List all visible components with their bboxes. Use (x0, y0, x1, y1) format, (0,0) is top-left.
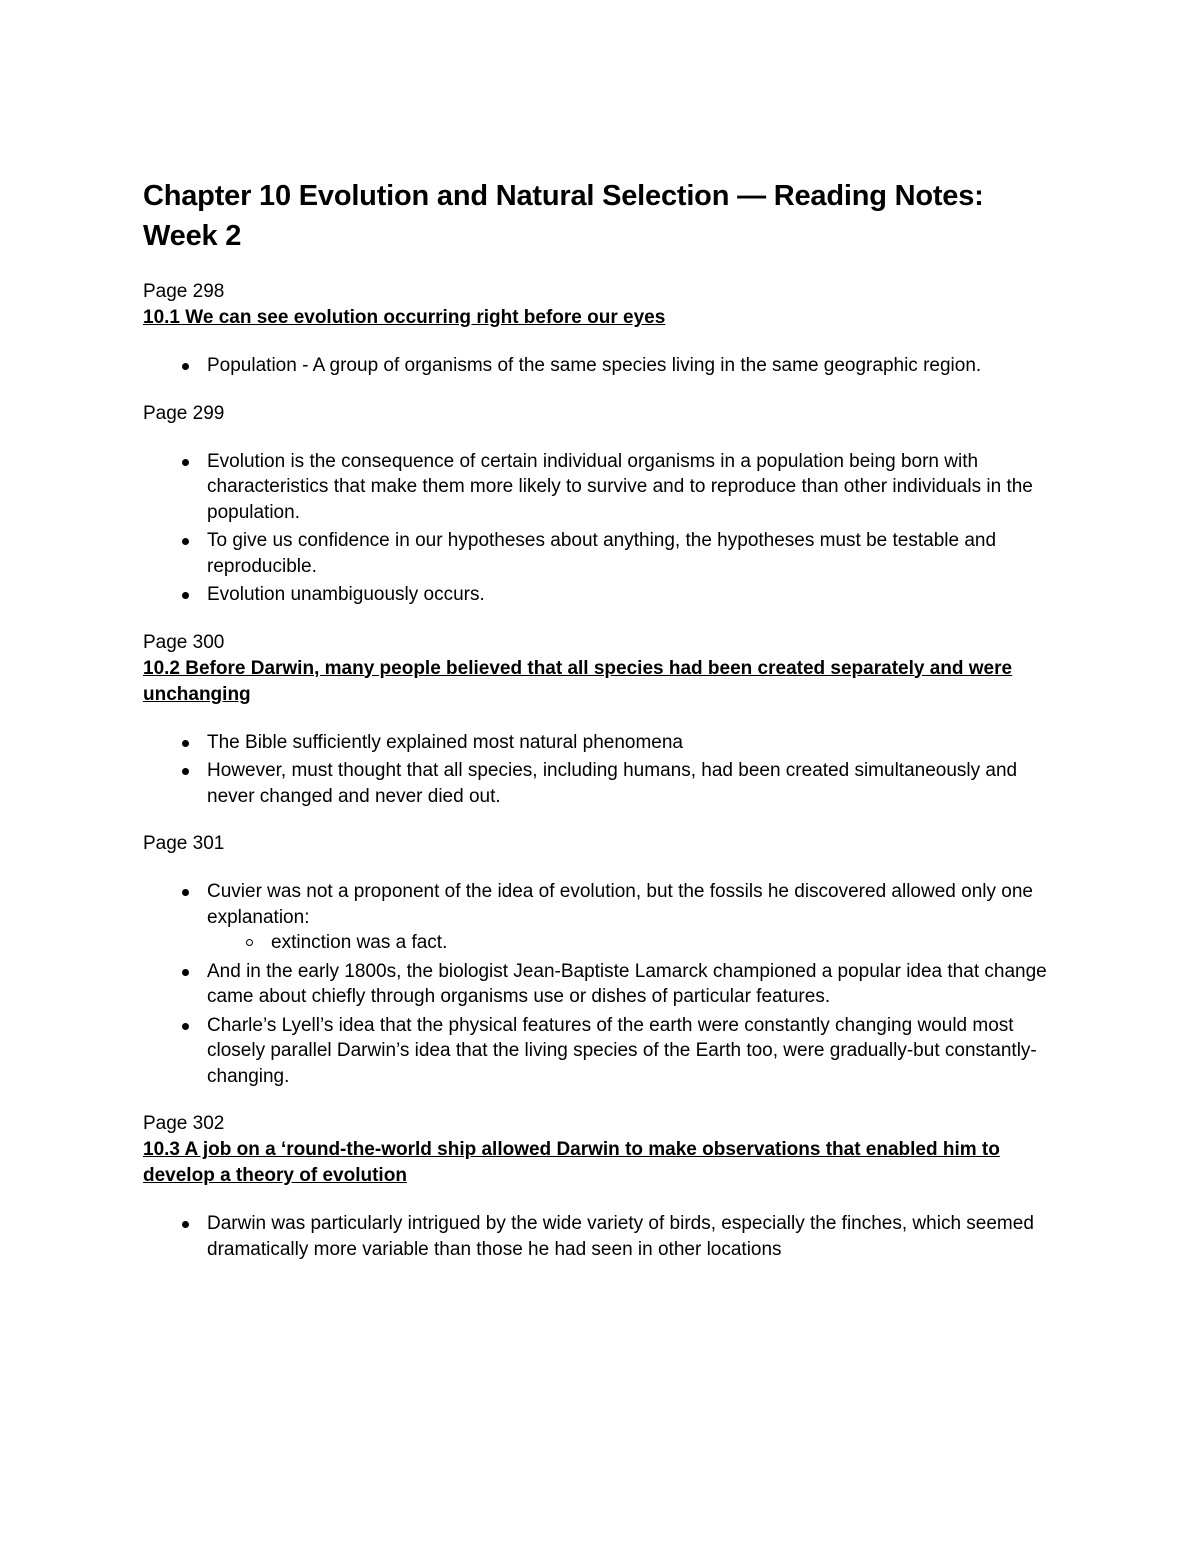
bullet-list (143, 353, 1053, 379)
list-item-text: Cuvier was not a proponent of the idea of evolution, but the fossils he discovered allowed only one explanation: (207, 881, 1033, 928)
page-number: Page 301 (143, 833, 225, 854)
section-heading: 10.2 Before Darwin, many people believed that all species had been created separately and were unchanging (143, 657, 1013, 705)
bullet-list (143, 449, 1053, 608)
list-item: Population - A group of organisms of the same species living in the same geographic region. (143, 353, 1053, 379)
page-number: Page 302 (143, 1113, 225, 1134)
list-item: Charle’s Lyell’s idea that the physical features of the earth were constantly changing would most closely parallel Darwin’s idea that the living species of the Earth too, were gradually-but constantly-changing. (143, 1013, 1053, 1090)
list-item: Darwin was particularly intrigued by the wide variety of birds, especially the finches, which seemed dramatically more variable than those he had seen in other locations (143, 1211, 1053, 1262)
list-item: The Bible sufficiently explained most natural phenomena (143, 730, 1053, 756)
bullet-list (143, 879, 1053, 1089)
list-item: To give us confidence in our hypotheses about anything, the hypotheses must be testable and reproducible. (143, 528, 1053, 579)
list-item: And in the early 1800s, the biologist Jean-Baptiste Lamarck championed a popular idea that change came about chiefly through organisms use or dishes of particular features. (143, 959, 1053, 1010)
section-heading: 10.1 We can see evolution occurring right before our eyes (143, 307, 666, 328)
list-item: However, must thought that all species, including humans, had been created simultaneously and never changed and never died out. (143, 758, 1053, 809)
document-title: Chapter 10 Evolution and Natural Selection — Reading Notes: Week 2 (143, 180, 984, 252)
bullet-list (143, 1211, 1053, 1262)
bullet-list (143, 730, 1053, 810)
sub-list-item: extinction was a fact. (207, 930, 1053, 956)
list-item (143, 879, 1053, 956)
section-heading: 10.3 A job on a ‘round-the-world ship allowed Darwin to make observations that enabled him to develop a theory of evolution (143, 1139, 1000, 1186)
sub-bullet-list (207, 930, 1053, 956)
list-item: Evolution unambiguously occurs. (143, 582, 1053, 608)
document-content (143, 176, 1053, 1284)
page-number: Page 300 (143, 631, 225, 653)
page-number: Page 298 (143, 281, 225, 302)
list-item: Evolution is the consequence of certain individual organisms in a population being born with characteristics that make them more likely to survive and to reproduce than other individuals in the population. (143, 449, 1053, 526)
page-number: Page 299 (143, 402, 225, 424)
